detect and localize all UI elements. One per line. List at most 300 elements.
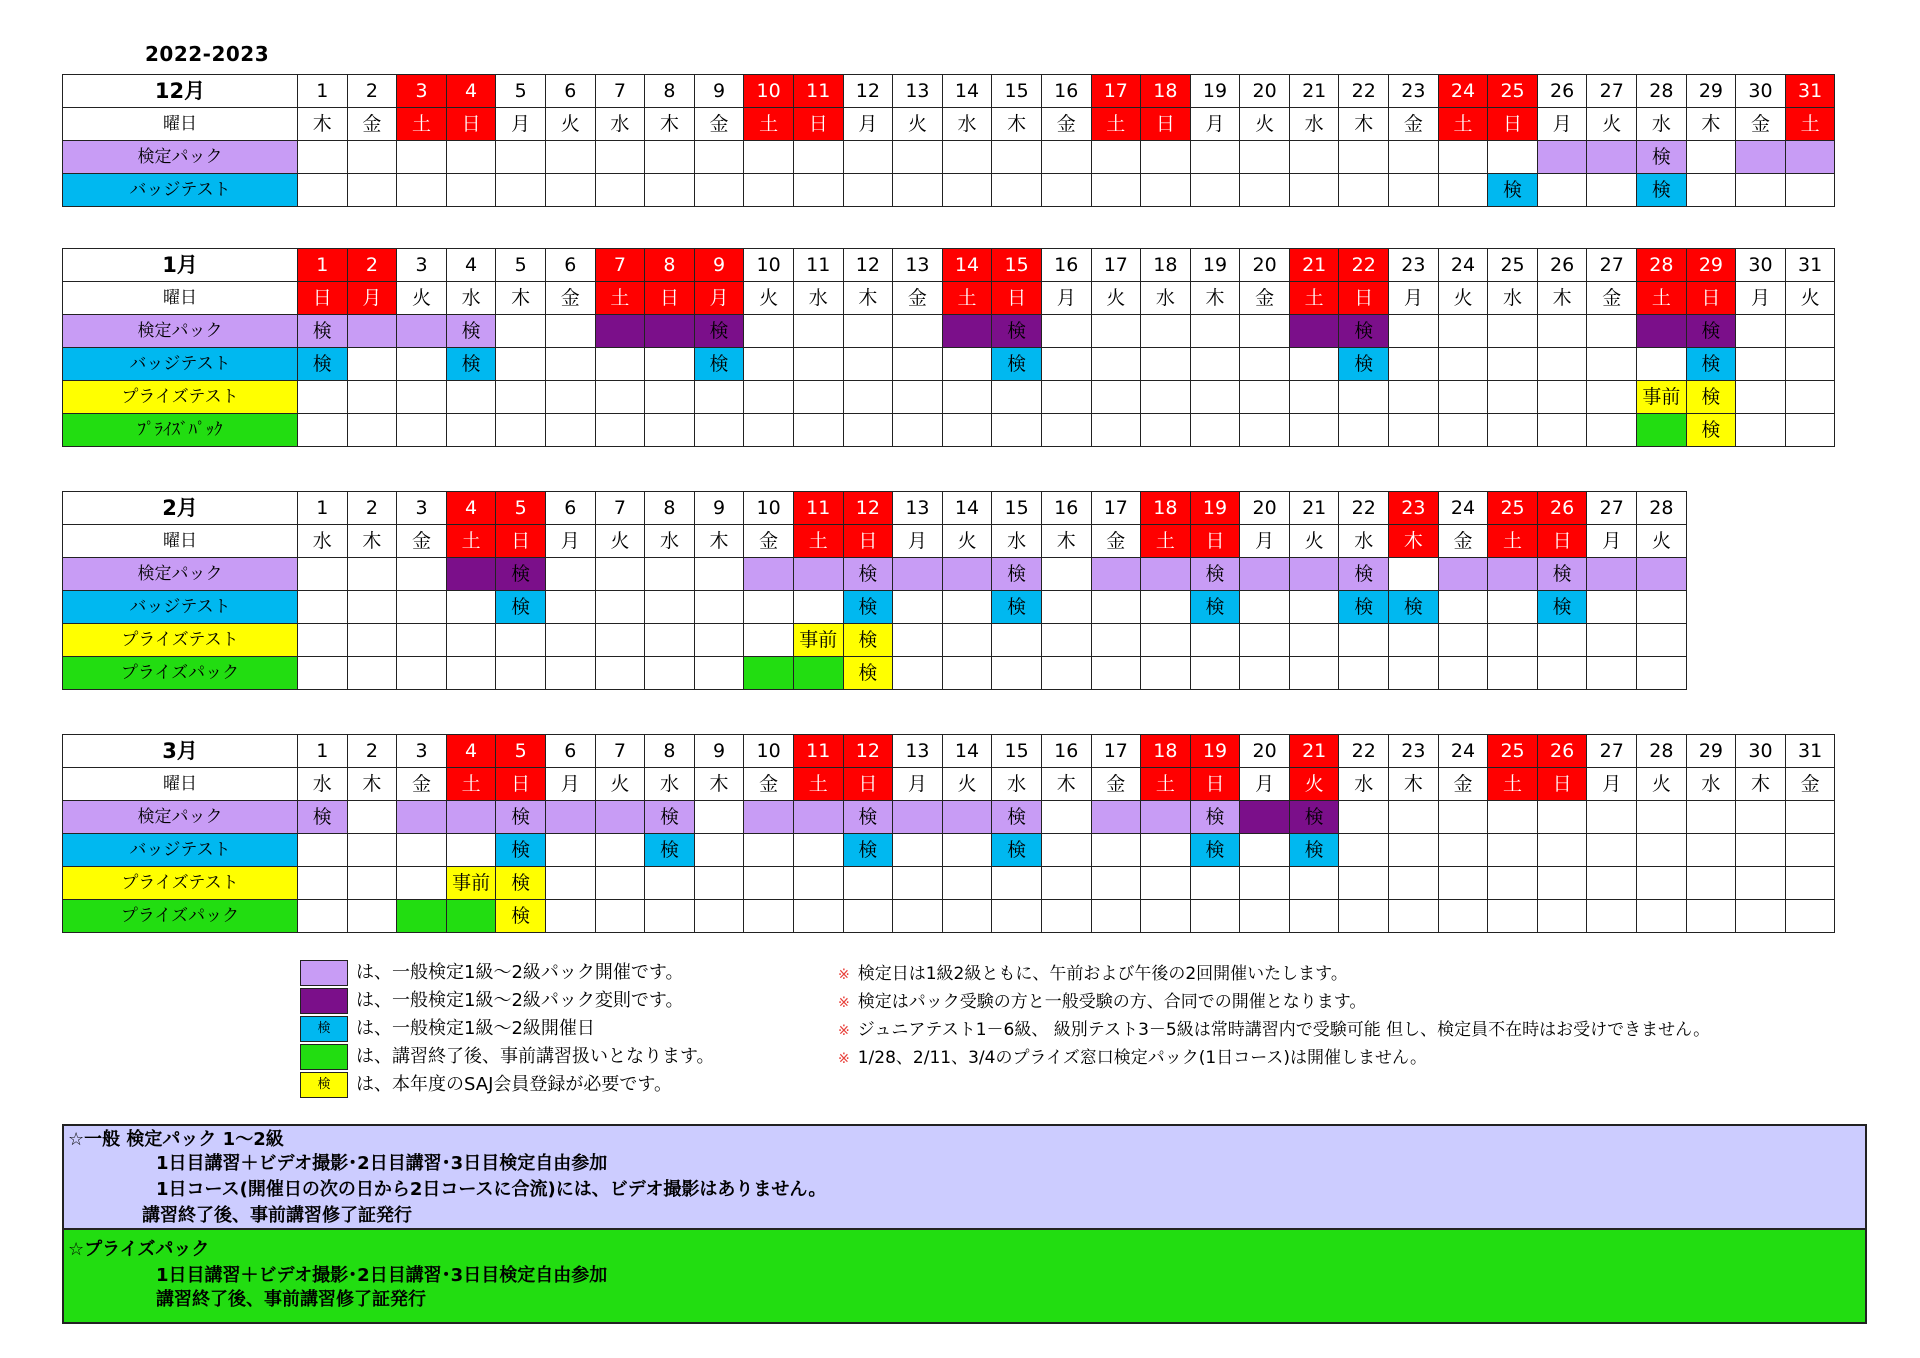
event-cell [446,834,496,867]
day-number-cell: 5 [496,492,546,525]
legend-row [300,1016,820,1042]
event-cell [1736,414,1786,447]
event-cell: 検 [496,558,546,591]
event-cell [1389,315,1439,348]
event-cell [1141,834,1191,867]
event-cell [1240,315,1290,348]
event-cell [595,315,645,348]
event-cell [446,801,496,834]
event-cell [694,174,744,207]
event-row-prize_pack_a [63,414,1835,447]
weekday-cell: 土 [744,108,794,141]
info-prize-line: 1日目講習＋ビデオ撮影･2日目講習･3日目検定自由参加 [156,1265,608,1286]
info-general-title: ☆一般 検定パック 1～2級 [68,1129,284,1150]
event-cell [1438,141,1488,174]
weekday-cell: 金 [1438,525,1488,558]
weekday-cell: 日 [645,282,695,315]
day-number-cell: 23 [1389,249,1439,282]
event-cell: 検 [645,834,695,867]
event-cell [793,414,843,447]
note-item [838,1018,1710,1043]
day-number-cell: 30 [1736,75,1786,108]
event-cell [893,834,943,867]
legend-text: は、一般検定1級～2級開催日 [356,1018,595,1039]
weekday-cell: 金 [694,108,744,141]
event-cell [545,624,595,657]
event-cell [694,900,744,933]
day-number-cell: 9 [694,735,744,768]
event-cell: 検 [843,558,893,591]
weekday-cell: 日 [843,525,893,558]
event-cell [942,801,992,834]
weekday-cell: 金 [1785,768,1835,801]
event-cell: 検 [1537,591,1587,624]
event-cell [1041,624,1091,657]
event-cell [1190,381,1240,414]
event-cell [1240,657,1290,690]
event-cell [1240,624,1290,657]
weekday-cell: 水 [298,525,348,558]
event-cell: 検 [843,834,893,867]
event-cell [347,558,397,591]
weekday-cell: 日 [298,282,348,315]
weekday-cell: 木 [645,108,695,141]
day-number-row [63,735,1835,768]
event-cell [347,414,397,447]
day-number-cell: 17 [1091,75,1141,108]
legend-row [300,1044,820,1070]
event-cell [1537,867,1587,900]
event-row-label: 検定パック [63,558,298,591]
event-cell [446,624,496,657]
event-cell [446,141,496,174]
day-number-cell: 8 [645,75,695,108]
event-cell: 検 [843,801,893,834]
event-cell [1587,657,1637,690]
weekday-cell: 日 [446,108,496,141]
day-number-cell: 6 [545,249,595,282]
event-cell [595,657,645,690]
weekday-cell: 月 [496,108,546,141]
event-cell [1091,657,1141,690]
weekday-cell: 水 [298,768,348,801]
event-cell [744,558,794,591]
event-cell [1389,558,1439,591]
event-cell [1091,558,1141,591]
event-cell [1587,867,1637,900]
event-cell [1785,315,1835,348]
weekday-cell: 木 [347,768,397,801]
event-cell [446,381,496,414]
weekday-cell: 火 [545,108,595,141]
event-cell [1637,900,1687,933]
event-cell: 検 [1339,348,1389,381]
weekday-cell: 月 [893,525,943,558]
weekday-cell: 土 [942,282,992,315]
event-cell [1389,834,1439,867]
day-number-cell: 28 [1637,492,1687,525]
event-cell: 事前 [446,867,496,900]
event-cell [1339,414,1389,447]
event-cell [1339,900,1389,933]
legend-swatch-pre-course [300,1044,348,1070]
event-cell [1389,174,1439,207]
event-cell [1289,315,1339,348]
note-item [838,1046,1427,1071]
event-cell [645,381,695,414]
event-cell [545,414,595,447]
event-cell [893,141,943,174]
day-number-cell: 22 [1339,249,1389,282]
event-cell: 検 [992,348,1042,381]
info-prize-title: ☆プライズパック [68,1239,210,1260]
event-row-label: 検定パック [63,801,298,834]
day-number-cell: 19 [1190,249,1240,282]
day-number-cell: 19 [1190,735,1240,768]
event-cell [1785,381,1835,414]
event-cell [1438,174,1488,207]
event-cell [843,315,893,348]
event-cell: 検 [992,834,1042,867]
weekday-cell: 火 [1637,525,1687,558]
event-cell [1587,174,1637,207]
event-cell [1488,900,1538,933]
day-number-cell: 28 [1637,249,1687,282]
weekday-cell: 土 [793,768,843,801]
weekday-cell: 日 [1537,525,1587,558]
day-number-cell: 12 [843,75,893,108]
event-cell [1141,141,1191,174]
legend-text: は、一般検定1級～2級パック開催です。 [356,962,684,983]
event-cell [347,348,397,381]
event-cell [1686,141,1736,174]
event-cell: 検 [496,834,546,867]
event-cell [744,348,794,381]
event-cell [793,834,843,867]
event-cell [347,834,397,867]
event-cell [893,591,943,624]
event-cell [843,867,893,900]
day-number-cell: 13 [893,75,943,108]
day-number-cell: 3 [397,75,447,108]
event-cell [694,591,744,624]
weekday-cell: 水 [645,768,695,801]
event-cell [1637,591,1687,624]
day-number-cell: 10 [744,249,794,282]
weekday-cell: 木 [347,525,397,558]
event-cell [298,558,348,591]
event-cell [595,834,645,867]
event-cell [1289,900,1339,933]
event-cell [1637,867,1687,900]
event-cell: 事前 [1637,381,1687,414]
day-number-cell: 26 [1537,75,1587,108]
event-cell [1438,900,1488,933]
event-cell [1537,834,1587,867]
event-cell [1488,381,1538,414]
event-cell [1785,867,1835,900]
weekday-cell: 水 [645,525,695,558]
event-cell [893,657,943,690]
event-cell [793,174,843,207]
event-cell: 検 [446,348,496,381]
legend-swatch-saj-member: 検 [300,1072,348,1098]
day-number-cell: 5 [496,75,546,108]
event-cell [1339,141,1389,174]
event-row-label: バッジテスト [63,591,298,624]
event-cell [1141,591,1191,624]
legend-row [300,988,820,1014]
day-number-cell: 9 [694,492,744,525]
weekday-cell: 水 [1141,282,1191,315]
weekday-cell: 金 [347,108,397,141]
weekday-cell: 月 [694,282,744,315]
event-cell: 検 [1686,348,1736,381]
day-number-cell: 4 [446,492,496,525]
event-cell [694,414,744,447]
event-cell [1537,348,1587,381]
event-cell [744,315,794,348]
event-cell [1041,657,1091,690]
event-cell [347,381,397,414]
event-cell [397,624,447,657]
event-cell [1785,141,1835,174]
day-number-cell: 1 [298,249,348,282]
day-number-cell: 19 [1190,75,1240,108]
weekday-cell: 木 [1389,768,1439,801]
day-number-cell: 12 [843,492,893,525]
event-cell [446,657,496,690]
event-cell [843,900,893,933]
event-cell [1736,315,1786,348]
event-row-label: プライズテスト [63,624,298,657]
event-cell [1141,348,1191,381]
event-cell [942,381,992,414]
event-cell [694,141,744,174]
day-number-cell: 14 [942,75,992,108]
event-cell [893,624,943,657]
weekday-row [63,768,1835,801]
event-cell [347,174,397,207]
event-cell [1091,315,1141,348]
event-cell [793,657,843,690]
event-cell [1240,591,1290,624]
event-cell [1587,624,1637,657]
day-number-cell: 15 [992,75,1042,108]
event-cell [298,867,348,900]
event-cell [744,414,794,447]
weekday-cell: 金 [893,282,943,315]
event-cell [1785,834,1835,867]
event-cell: 検 [843,624,893,657]
day-number-cell: 29 [1686,249,1736,282]
weekday-cell: 金 [1438,768,1488,801]
day-number-cell: 4 [446,249,496,282]
event-cell [645,657,695,690]
weekday-cell: 日 [1339,282,1389,315]
event-cell [992,867,1042,900]
day-number-cell: 2 [347,492,397,525]
event-cell [793,591,843,624]
event-cell [595,414,645,447]
event-cell [545,867,595,900]
event-cell [446,174,496,207]
event-cell [1190,348,1240,381]
event-cell [793,801,843,834]
calendar-month-2 [62,248,1835,447]
event-cell [744,591,794,624]
event-cell: 検 [1190,801,1240,834]
event-cell [397,834,447,867]
event-cell [1438,801,1488,834]
event-cell [992,414,1042,447]
weekday-cell: 木 [694,525,744,558]
weekday-cell: 月 [545,525,595,558]
event-cell [1438,558,1488,591]
event-cell [1091,141,1141,174]
event-cell: 検 [1289,834,1339,867]
event-cell [942,900,992,933]
weekday-cell: 水 [1289,108,1339,141]
note-text: 検定日は1級2級ともに、午前および午後の2回開催いたします。 [857,964,1348,984]
day-number-cell: 1 [298,492,348,525]
event-cell [1488,414,1538,447]
event-cell [1438,414,1488,447]
day-number-cell: 13 [893,249,943,282]
event-cell: 検 [1537,558,1587,591]
event-cell [893,558,943,591]
event-cell [1190,657,1240,690]
weekday-cell: 火 [397,282,447,315]
day-number-cell: 25 [1488,249,1538,282]
event-cell [1438,834,1488,867]
legend-text: は、講習終了後、事前講習扱いとなります。 [356,1046,715,1067]
event-cell: 検 [1488,174,1538,207]
event-cell [347,801,397,834]
event-cell [645,414,695,447]
event-cell [1488,867,1538,900]
weekday-cell: 土 [1289,282,1339,315]
event-cell [1438,591,1488,624]
event-cell [1488,834,1538,867]
month-label: 2月 [63,492,298,525]
event-cell [1587,558,1637,591]
event-cell [793,141,843,174]
event-cell [298,381,348,414]
event-cell [1091,591,1141,624]
weekday-cell: 土 [1438,108,1488,141]
event-cell [1438,381,1488,414]
weekday-cell: 月 [1190,108,1240,141]
weekday-cell: 月 [1587,768,1637,801]
event-cell [942,348,992,381]
note-mark: ※ [838,967,850,983]
event-cell [1141,558,1191,591]
weekday-cell: 水 [595,108,645,141]
event-cell [1041,381,1091,414]
weekday-cell: 日 [793,108,843,141]
weekday-cell: 水 [1339,768,1389,801]
event-cell [942,834,992,867]
event-cell [1637,348,1687,381]
weekday-cell: 土 [1488,525,1538,558]
weekday-cell: 木 [1686,108,1736,141]
event-cell [1686,174,1736,207]
event-cell [992,657,1042,690]
day-number-cell: 10 [744,492,794,525]
event-cell [1091,381,1141,414]
weekday-cell: 水 [942,108,992,141]
event-row-label: バッジテスト [63,174,298,207]
info-general-box [62,1124,1867,1230]
weekday-cell: 火 [942,768,992,801]
event-cell [992,381,1042,414]
event-cell [694,801,744,834]
event-cell [595,624,645,657]
event-cell [1240,381,1290,414]
event-cell [298,591,348,624]
event-cell [397,174,447,207]
weekday-cell: 土 [1488,768,1538,801]
day-number-cell: 7 [595,735,645,768]
note-mark: ※ [838,995,850,1011]
day-number-cell: 18 [1141,75,1191,108]
event-row-badge_test [63,591,1687,624]
day-number-cell: 3 [397,249,447,282]
event-cell [942,315,992,348]
weekday-cell: 火 [942,525,992,558]
event-cell [1736,381,1786,414]
event-cell [1141,414,1191,447]
event-cell [397,591,447,624]
event-cell [545,174,595,207]
event-cell [1289,348,1339,381]
event-cell [1240,414,1290,447]
event-cell [793,381,843,414]
event-cell [744,867,794,900]
weekday-cell: 日 [992,282,1042,315]
event-row-kentei_pack [63,141,1835,174]
event-cell [1537,414,1587,447]
day-number-cell: 11 [793,492,843,525]
calendar-month-3 [62,491,1687,690]
month-label: 3月 [63,735,298,768]
event-cell [1637,834,1687,867]
day-number-cell: 14 [942,249,992,282]
event-cell [1091,834,1141,867]
note-text: 1/28、2/11、3/4のプライズ窓口検定パック(1日コース)は開催しません。 [857,1048,1428,1068]
event-cell [893,348,943,381]
event-cell [1488,591,1538,624]
event-cell [1488,801,1538,834]
event-cell [1438,624,1488,657]
event-row-label: プライズテスト [63,867,298,900]
event-cell [992,900,1042,933]
day-number-cell: 20 [1240,75,1290,108]
note-item [838,962,1348,987]
event-cell [744,381,794,414]
legend-row [300,1072,820,1098]
day-number-cell: 26 [1537,735,1587,768]
event-cell [1289,624,1339,657]
event-row-kentei_pack [63,801,1835,834]
month-label: 1月 [63,249,298,282]
event-row-label: プライズテスト [63,381,298,414]
event-cell [545,834,595,867]
event-cell [1041,141,1091,174]
day-number-cell: 25 [1488,735,1538,768]
event-cell [1785,900,1835,933]
